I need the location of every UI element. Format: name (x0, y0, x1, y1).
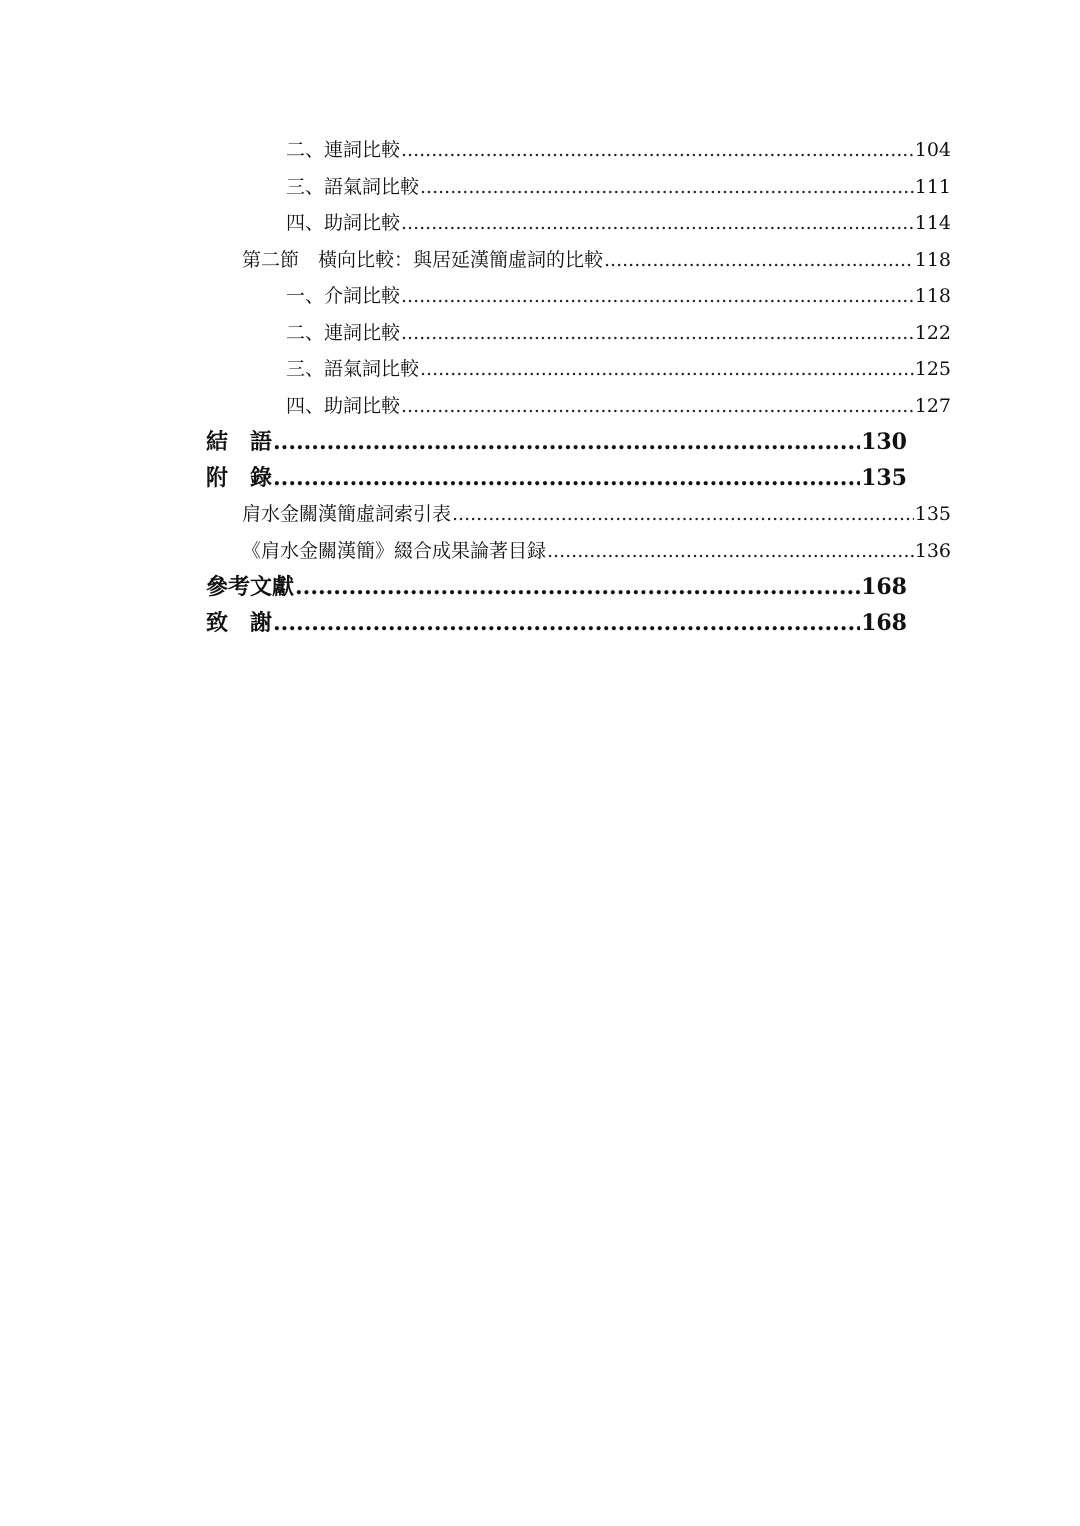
toc-entry-title: 四、助詞比較 (286, 212, 401, 234)
toc-entry-title: 二、連詞比較 (286, 139, 401, 161)
dot-leader (604, 242, 914, 279)
dot-leader (401, 205, 914, 242)
toc-entry[interactable] (0, 132, 951, 169)
toc-entry-page: 168 (861, 610, 907, 636)
dot-leader (420, 351, 914, 388)
toc-entry-title: 四、助詞比較 (286, 394, 401, 417)
toc-entry[interactable] (0, 278, 951, 315)
toc-entry-title: 參考文獻 (206, 574, 295, 600)
dot-leader (401, 278, 914, 315)
toc-entry-page: 118 (914, 285, 951, 307)
toc-entry[interactable] (0, 351, 951, 388)
toc-entry-chapter[interactable] (0, 605, 907, 641)
toc-entry-chapter[interactable] (0, 460, 907, 496)
toc-entry-chapter[interactable] (0, 424, 907, 460)
toc-entry-title: 第二節 橫向比較：與居延漢簡虛詞的比較 (242, 248, 604, 271)
dot-leader (420, 169, 914, 206)
toc-entry-title: 肩水金關漢簡虛詞索引表 (242, 503, 452, 525)
dot-leader (401, 388, 914, 425)
toc-entry-page: 114 (914, 212, 951, 234)
table-of-contents (0, 132, 1080, 641)
toc-entry[interactable] (0, 205, 951, 242)
dot-leader (401, 315, 914, 352)
toc-entry-page: 135 (861, 465, 907, 491)
toc-entry-title: 致 謝 (206, 610, 273, 636)
toc-entry-chapter[interactable] (0, 569, 907, 605)
toc-entry-page: 111 (914, 175, 951, 198)
toc-entry-title: 一、介詞比較 (286, 285, 401, 307)
dot-leader (547, 533, 914, 570)
toc-entry-title: 三、語氣詞比較 (286, 358, 420, 380)
toc-entry-section[interactable] (0, 242, 951, 279)
toc-entry-title: 三、語氣詞比較 (286, 175, 420, 198)
toc-entry-page: 127 (914, 394, 951, 417)
toc-entry-page: 122 (914, 321, 951, 344)
toc-entry[interactable] (0, 169, 951, 206)
toc-entry-page: 118 (914, 248, 951, 271)
toc-entry-section[interactable] (0, 533, 951, 570)
toc-entry-title: 附 錄 (206, 465, 273, 491)
toc-entry-page: 168 (861, 574, 907, 600)
toc-entry-title: 結 語 (206, 429, 273, 455)
toc-entry-section[interactable] (0, 496, 951, 533)
dot-leader (401, 132, 914, 169)
toc-entry-page: 130 (861, 429, 907, 455)
toc-entry-page: 135 (914, 503, 951, 525)
toc-entry-page: 104 (914, 139, 951, 161)
toc-entry[interactable] (0, 388, 951, 425)
toc-entry[interactable] (0, 315, 951, 352)
dot-leader (295, 569, 860, 605)
dot-leader (452, 496, 914, 533)
dot-leader (273, 460, 860, 496)
dot-leader (273, 424, 860, 460)
toc-entry-page: 125 (914, 358, 951, 380)
toc-entry-title: 二、連詞比較 (286, 321, 401, 344)
dot-leader (273, 605, 860, 641)
toc-entry-page: 136 (914, 539, 951, 562)
toc-entry-title: 《肩水金關漢簡》綴合成果論著目録 (242, 539, 547, 562)
